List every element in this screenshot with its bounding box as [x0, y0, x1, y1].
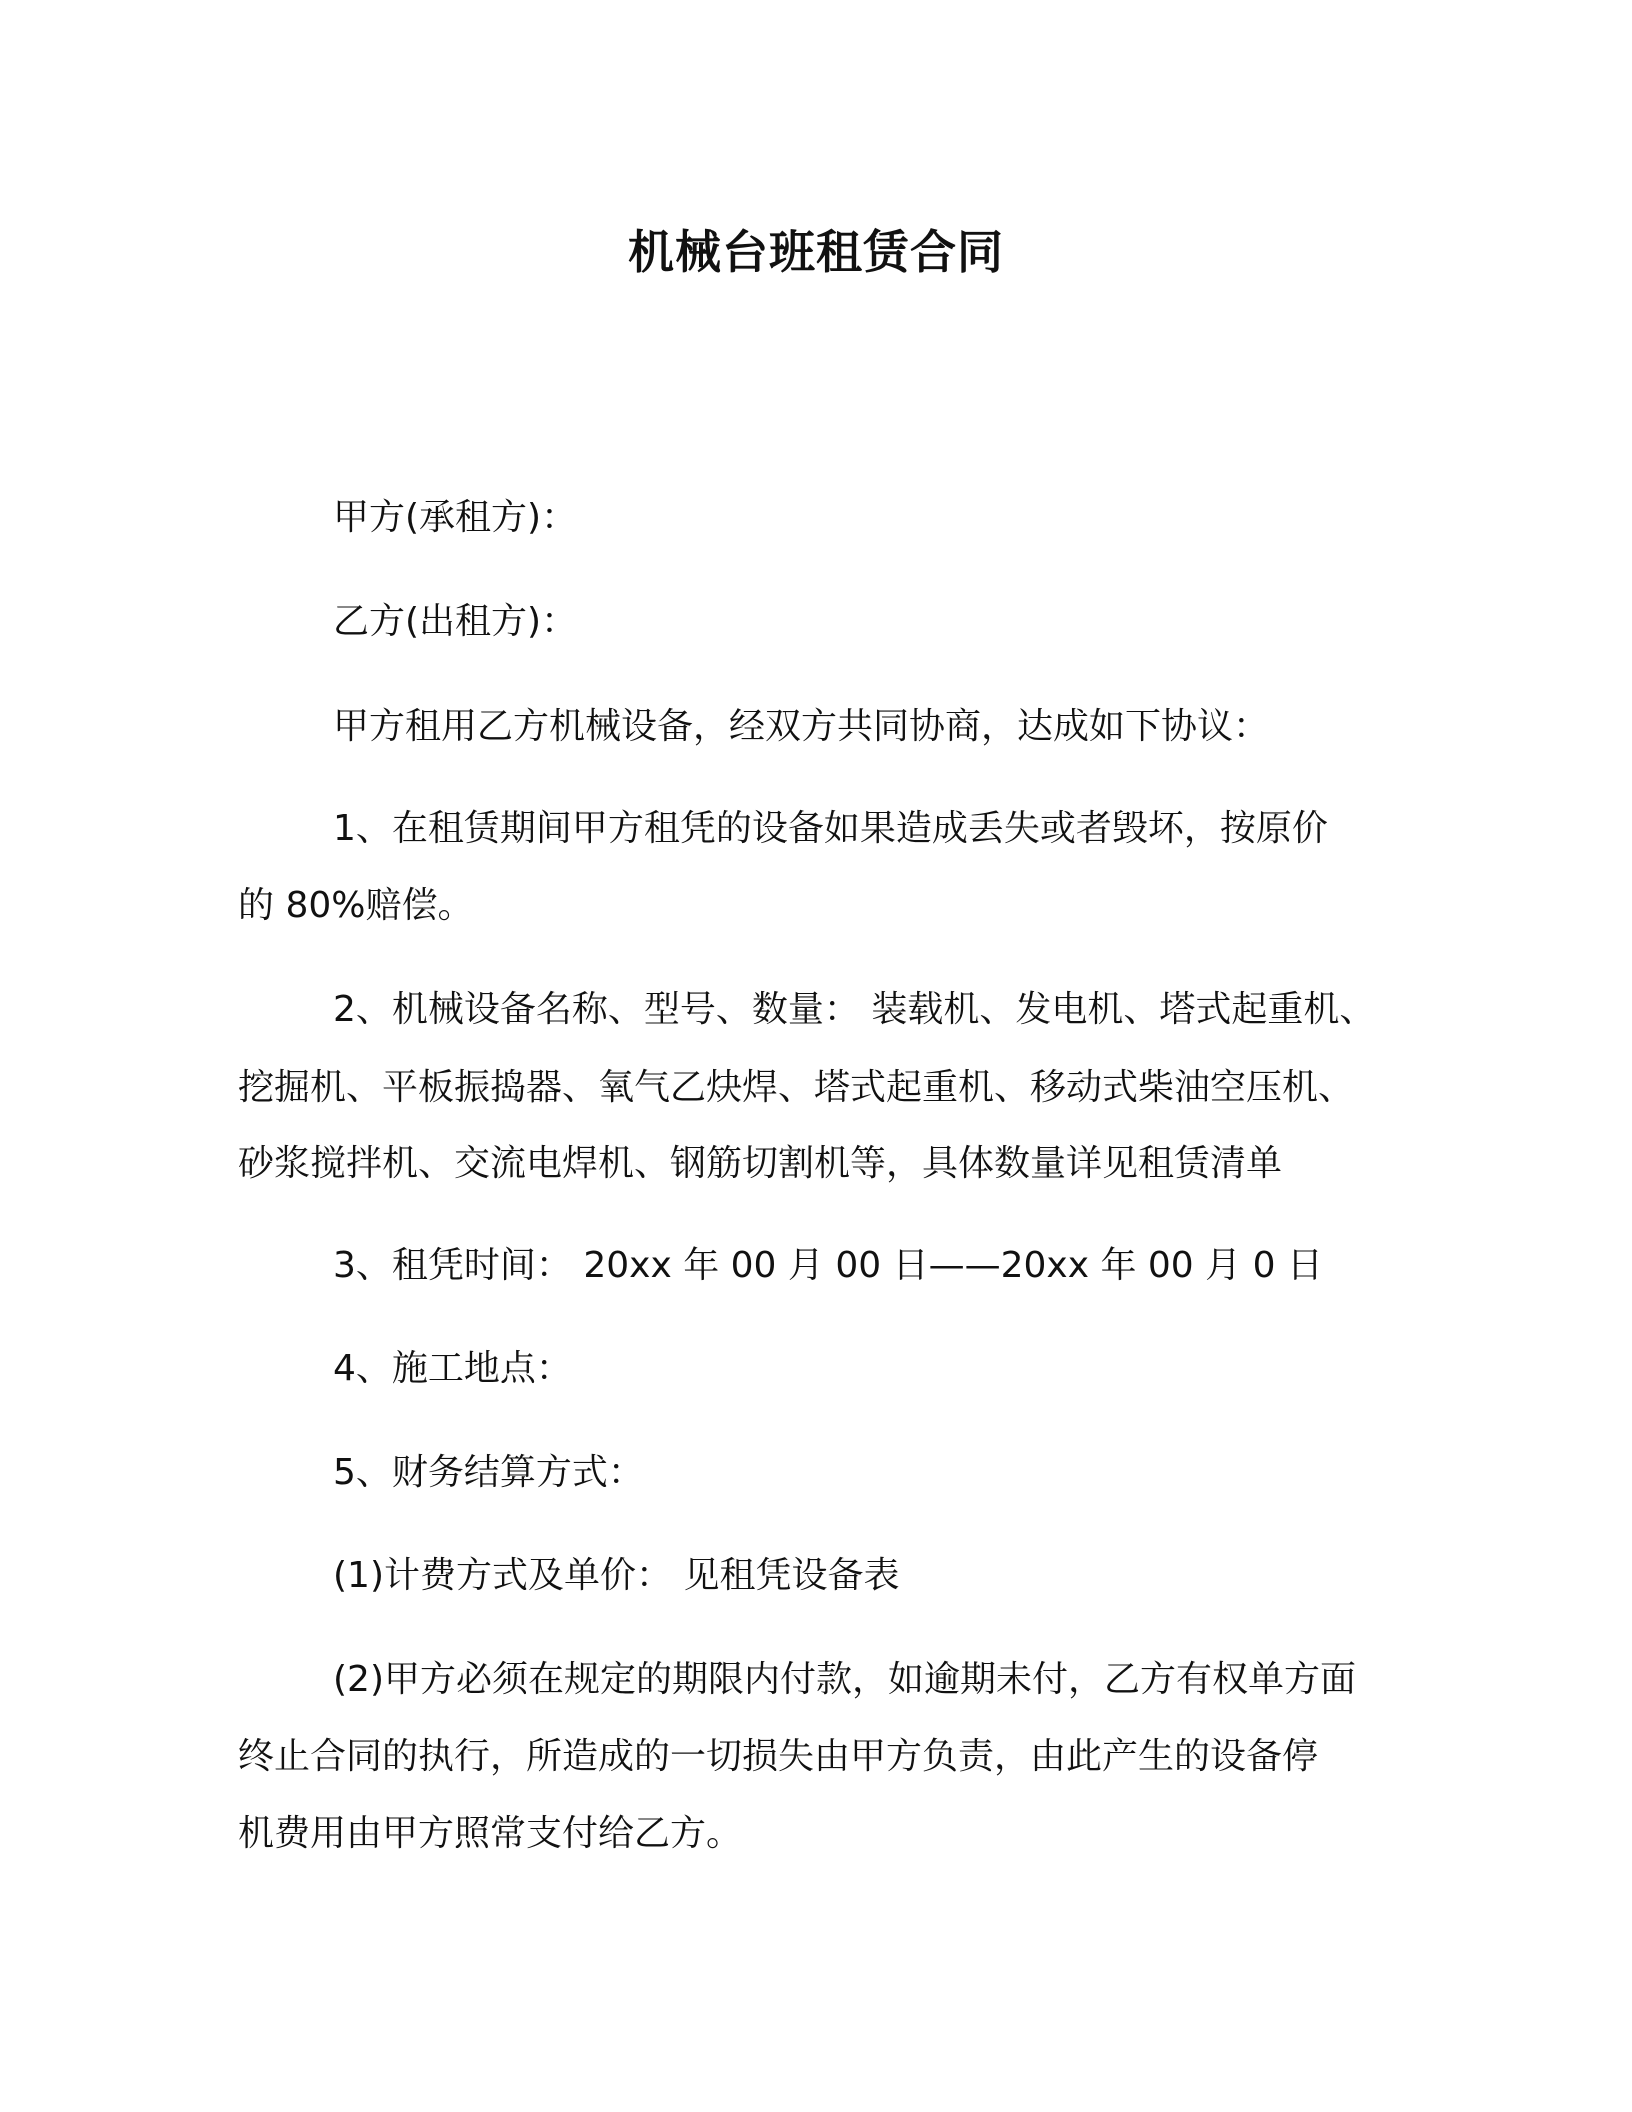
sub-clause-2-line-2: 终止合同的执行，所造成的一切损失由甲方负责，由此产生的设备停	[238, 1736, 1319, 1777]
clause-5-line: 5、财务结算方式：	[333, 1452, 644, 1493]
clause-1-line-1: 1、在租赁期间甲方租凭的设备如果造成丢失或者毁坏，按原价	[333, 808, 1328, 849]
sub-clause-2-line-1: (2)甲方必须在规定的期限内付款，如逾期未付，乙方有权单方面	[333, 1659, 1356, 1700]
intro-paragraph: 甲方租用乙方机械设备，经双方共同协商，达成如下协议：	[333, 706, 1270, 747]
document-title: 机械台班租赁合同	[628, 225, 1004, 279]
sub-clause-2-line-3: 机费用由甲方照常支付给乙方。	[238, 1813, 743, 1854]
party-b-line: 乙方(出租方)：	[333, 601, 578, 642]
party-a-line: 甲方(承租方)：	[333, 497, 578, 538]
clause-1-line-2: 的 80%赔偿。	[238, 885, 474, 926]
clause-3-line: 3、租凭时间： 20xx 年 00 月 00 日——20xx 年 00 月 0 日	[333, 1245, 1323, 1286]
clause-2-line-3: 砂浆搅拌机、交流电焊机、钢筋切割机等，具体数量详见租赁清单	[238, 1143, 1283, 1184]
clause-2-line-2: 挖掘机、平板振捣器、氧气乙炔焊、塔式起重机、移动式柴油空压机、	[238, 1067, 1355, 1108]
sub-clause-1-line: (1)计费方式及单价： 见租凭设备表	[333, 1555, 900, 1596]
clause-2-line-1: 2、机械设备名称、型号、数量： 装载机、发电机、塔式起重机、	[333, 989, 1376, 1030]
clause-4-line: 4、施工地点：	[333, 1348, 572, 1389]
